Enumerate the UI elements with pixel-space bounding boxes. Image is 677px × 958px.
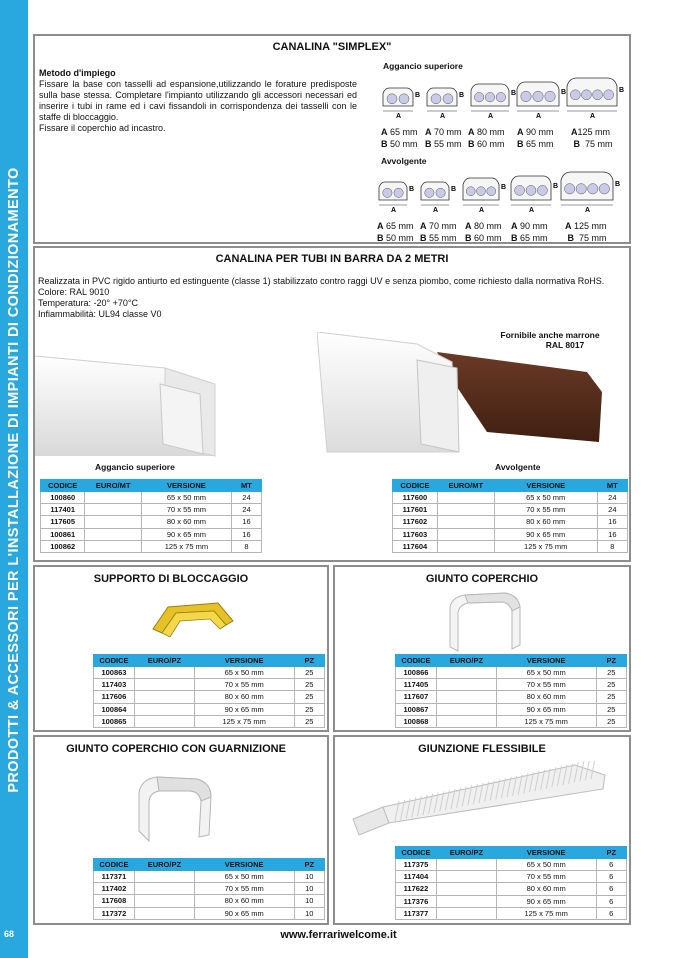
canalina-section	[33, 246, 631, 562]
sidebar	[0, 0, 28, 958]
avvolgente-size-3: A 80 mm B 60 mm	[465, 221, 502, 243]
table-row: 117401 70 x 55 mm 24	[41, 504, 262, 516]
table-row: 100862 125 x 75 mm 8	[41, 540, 262, 552]
col-pz: PZ	[294, 655, 324, 667]
aggancio-size-5: A125 mm B 75 mm	[571, 127, 613, 149]
table-row: 117377 125 x 75 mm 6	[396, 907, 627, 919]
col-versione: VERSIONE	[494, 480, 597, 492]
simplex-avvolgente-label: Avvolgente	[381, 156, 427, 166]
col-codice: CODICE	[396, 655, 437, 667]
avvolgente-profile-1	[379, 182, 414, 214]
brown-duct-image	[317, 332, 617, 462]
table-row: 117600 65 x 50 mm 24	[393, 492, 628, 504]
ral-text: RAL 8017	[545, 340, 585, 350]
col-versione: VERSIONE	[496, 847, 596, 859]
col-euro: EURO/MT	[437, 480, 494, 492]
canalina-desc: Realizzata in PVC rigido antiurto ed estinguente (classe 1) stabilizzato contro raggi UV e senza piombo, come richiesto dalla normativa RoHS.	[38, 276, 605, 286]
col-pz: PZ	[596, 847, 626, 859]
col-euro: EURO/PZ	[134, 655, 194, 667]
table-row: 117607 80 x 60 mm 25	[396, 691, 627, 703]
table-row: 117371 65 x 50 mm 10	[94, 871, 325, 883]
aggancio-profile-1	[383, 88, 420, 120]
col-euro: EURO/PZ	[436, 655, 496, 667]
table-row: 117402 70 x 55 mm 10	[94, 883, 325, 895]
table-row: 117602 80 x 60 mm 16	[393, 516, 628, 528]
col-versione: VERSIONE	[496, 655, 596, 667]
table-row: 100868 125 x 75 mm 25	[396, 715, 627, 727]
col-pz: PZ	[294, 859, 324, 871]
canalina-aggancio-label: Aggancio superiore	[95, 462, 175, 472]
supporto-title: SUPPORTO DI BLOCCAGGIO	[93, 573, 249, 585]
canalina-temperatura: Temperatura: -20° +70°C	[38, 298, 138, 308]
aggancio-size-3: A 80 mm B 60 mm	[468, 127, 505, 149]
canalina-colore: Colore: RAL 9010	[38, 287, 110, 297]
svg-text:A: A	[440, 113, 446, 120]
avvolgente-profile-3	[463, 178, 506, 214]
col-codice: CODICE	[94, 655, 135, 667]
simplex-section	[33, 34, 631, 244]
page-number: 68	[4, 929, 15, 939]
giunto-guarnizione-table	[93, 858, 325, 920]
table-row: 117604 125 x 75 mm 8	[393, 540, 628, 552]
svg-text:B: B	[619, 87, 625, 94]
svg-text:A: A	[391, 207, 397, 214]
giunto-guarnizione-image	[131, 771, 221, 846]
table-row: 100866 65 x 50 mm 25	[396, 667, 627, 679]
svg-text:B: B	[615, 181, 621, 188]
col-versione: VERSIONE	[141, 480, 231, 492]
avvolgente-size-5: A 125 mm B 75 mm	[565, 221, 607, 243]
table-row: 117376 90 x 65 mm 6	[396, 895, 627, 907]
canalina-avvolgente-label: Avvolgente	[495, 462, 541, 472]
table-row: 100864 90 x 65 mm 25	[94, 703, 325, 715]
svg-text:B: B	[501, 184, 507, 191]
col-pz: PZ	[596, 655, 626, 667]
col-euro: EURO/PZ	[436, 847, 496, 859]
avvolgente-size-2: A 70 mm B 55 mm	[420, 221, 457, 243]
col-codice: CODICE	[396, 847, 437, 859]
table-row: 117606 80 x 60 mm 25	[94, 691, 325, 703]
supporto-table	[93, 654, 325, 728]
svg-text:B: B	[511, 90, 517, 97]
giunzione-table	[395, 846, 627, 920]
svg-text:B: B	[459, 92, 465, 99]
aggancio-size-4: A 90 mm B 65 mm	[517, 127, 554, 149]
aggancio-size-2: A 70 mm B 55 mm	[425, 127, 462, 149]
table-row: 100861 90 x 65 mm 16	[41, 528, 262, 540]
supporto-section	[33, 565, 329, 732]
avvolgente-size-1: A 65 mm B 50 mm	[377, 221, 414, 243]
sidebar-title: PRODOTTI & ACCESSORI PER L'INSTALLAZIONE DI IMPIANTI DI CONDIZIONAMENTO	[6, 167, 22, 793]
table-row: 117603 90 x 65 mm 16	[393, 528, 628, 540]
giunto-image	[440, 587, 530, 657]
svg-text:A: A	[479, 207, 485, 214]
table-row: 117622 80 x 60 mm 6	[396, 883, 627, 895]
avvolgente-table	[392, 479, 628, 553]
giunto-title: GIUNTO COPERCHIO	[425, 573, 539, 585]
aggancio-profile-3	[471, 84, 516, 120]
aggancio-profile-5	[567, 78, 624, 120]
avvolgente-profile-5	[561, 172, 620, 214]
col-codice: CODICE	[94, 859, 135, 871]
table-row: 100863 65 x 50 mm 25	[94, 667, 325, 679]
method-line-1: Fissare la base con tasselli ad espansione,utilizzando le forature predisposte sulla base stessa. Completare l'impianto utilizzando gli accessori necessari ed inserire i tubi in rame ed i cavi fissandoli in corrispondenza dei tasselli con le staffe di bloccaggio.	[39, 79, 357, 122]
col-codice: CODICE	[393, 480, 438, 492]
table-row: 117605 80 x 60 mm 16	[41, 516, 262, 528]
col-euro: EURO/MT	[85, 480, 141, 492]
table-row: 117375 65 x 50 mm 6	[396, 859, 627, 871]
simplex-title: CANALINA "SIMPLEX"	[272, 41, 392, 53]
supporto-image	[148, 599, 238, 644]
svg-text:A: A	[529, 207, 535, 214]
canalina-infiammabilita: Infiammabilità: UL94 classe V0	[38, 309, 162, 319]
svg-text:B: B	[415, 92, 421, 99]
col-mt: MT	[597, 480, 627, 492]
table-row: 117405 70 x 55 mm 25	[396, 679, 627, 691]
canalina-title: CANALINA PER TUBI IN BARRA DA 2 METRI	[215, 253, 449, 265]
svg-text:A: A	[590, 113, 596, 120]
avvolgente-profile-2	[421, 182, 456, 214]
svg-text:B: B	[561, 89, 567, 96]
svg-text:A: A	[396, 113, 402, 120]
col-mt: MT	[231, 480, 261, 492]
table-row: 100860 65 x 50 mm 24	[41, 492, 262, 504]
table-row: 117372 90 x 65 mm 10	[94, 907, 325, 919]
table-row: 100865 125 x 75 mm 25	[94, 715, 325, 727]
giunto-section	[333, 565, 631, 732]
giunto-table	[395, 654, 627, 728]
col-versione: VERSIONE	[194, 655, 294, 667]
svg-text:B: B	[553, 183, 559, 190]
svg-text:A: A	[585, 207, 591, 214]
table-row: 100867 90 x 65 mm 25	[396, 703, 627, 715]
method-line-2: Fissare il coperchio ad incastro.	[39, 123, 166, 133]
white-duct-image	[35, 346, 235, 466]
footer-url[interactable]: www.ferrariwelcome.it	[280, 929, 397, 941]
giunto-guarnizione-section	[33, 735, 329, 925]
giunzione-image	[335, 761, 625, 851]
giunto-guarnizione-title: GIUNTO COPERCHIO CON GUARNIZIONE	[66, 743, 286, 755]
svg-text:A: A	[488, 113, 494, 120]
table-row: 117601 70 x 55 mm 24	[393, 504, 628, 516]
table-row: 117403 70 x 55 mm 25	[94, 679, 325, 691]
svg-text:B: B	[409, 186, 415, 193]
table-row: 117608 80 x 60 mm 10	[94, 895, 325, 907]
col-codice: CODICE	[41, 480, 85, 492]
aggancio-size-1: A 65 mm B 50 mm	[381, 127, 418, 149]
fornibile-text: Fornibile anche marrone	[500, 330, 600, 340]
col-euro: EURO/PZ	[134, 859, 194, 871]
giunzione-section	[333, 735, 631, 925]
aggancio-table	[40, 479, 262, 553]
canalina-description	[38, 276, 628, 320]
col-versione: VERSIONE	[194, 859, 294, 871]
method-title: Metodo d'impiego	[39, 68, 116, 78]
avvolgente-size-4: A 90 mm B 65 mm	[511, 221, 548, 243]
aggancio-profile-2	[427, 88, 464, 120]
avvolgente-profile-4	[511, 176, 558, 214]
aggancio-profile-4	[517, 82, 566, 120]
giunzione-title: GIUNZIONE FLESSIBILE	[418, 743, 546, 755]
svg-text:A: A	[433, 207, 439, 214]
svg-text:A: A	[536, 113, 542, 120]
simplex-aggancio-label: Aggancio superiore	[383, 61, 463, 71]
table-row: 117404 70 x 55 mm 6	[396, 871, 627, 883]
svg-text:B: B	[451, 186, 457, 193]
